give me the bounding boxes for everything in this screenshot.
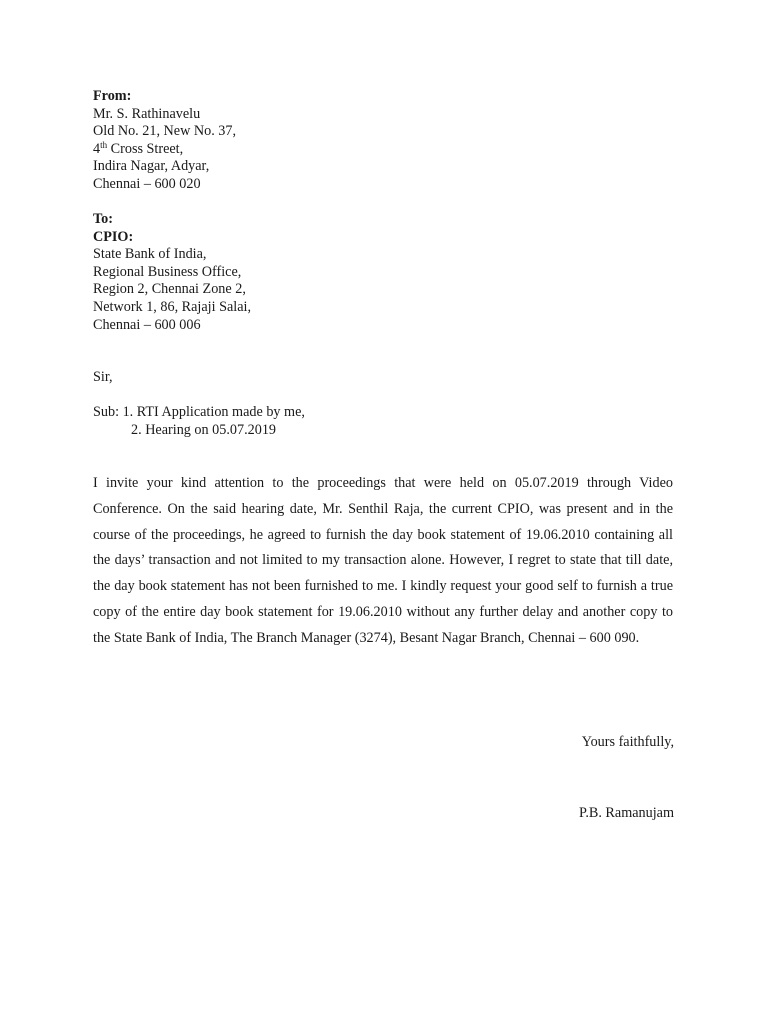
recipient-line3: Region 2, Chennai Zone 2, (93, 281, 246, 298)
recipient-address (93, 211, 251, 334)
sender-address-line3: Indira Nagar, Adyar, (93, 158, 210, 175)
recipient-title: CPIO: (93, 228, 134, 245)
recipient-line2: Regional Business Office, (93, 263, 242, 280)
body-paragraph: I invite your kind attention to the proceedings that were held on 05.07.2019 through Video Conference. On the said hearing date, Mr. Senthil Raja, the current CPIO, was present and in the course of the proceedings, he agreed to furnish the day book statement of 19.06.2010 containing all the days’ transaction and not limited to my transaction alone. However, I regret to state that till date, the day book statement has not been furnished to me. I kindly request your good self to furnish a true copy of the entire day book statement for 19.06.2010 without any further delay and another copy to the State Bank of India, The Branch Manager (3274), Besant Nagar Branch, Chennai – 600 090. (93, 475, 673, 646)
subject-line1: Sub: 1. RTI Application made by me, (93, 404, 305, 420)
recipient-line5: Chennai – 600 006 (93, 316, 201, 333)
ordinal-suffix: th (100, 139, 108, 150)
subject (93, 404, 305, 439)
sender-address-line4: Chennai – 600 020 (93, 175, 201, 192)
sender-address-line2 (93, 141, 236, 159)
sender-address (93, 88, 236, 194)
subject-line2: 2. Hearing on 05.07.2019 (131, 421, 277, 438)
street-number: 4 (93, 140, 101, 157)
salutation: Sir, (93, 369, 113, 385)
signature-name: P.B. Ramanujam (579, 805, 674, 821)
sender-name: Mr. S. Rathinavelu (93, 105, 201, 122)
from-heading: From: (93, 88, 132, 104)
closing: Yours faithfully, (581, 734, 674, 750)
recipient-line4: Network 1, 86, Rajaji Salai, (93, 298, 252, 315)
to-heading: To: (93, 211, 113, 227)
sender-address-line1: Old No. 21, New No. 37, (93, 123, 237, 140)
recipient-line1: State Bank of India, (93, 246, 207, 263)
street-name: Cross Street, (107, 140, 184, 157)
